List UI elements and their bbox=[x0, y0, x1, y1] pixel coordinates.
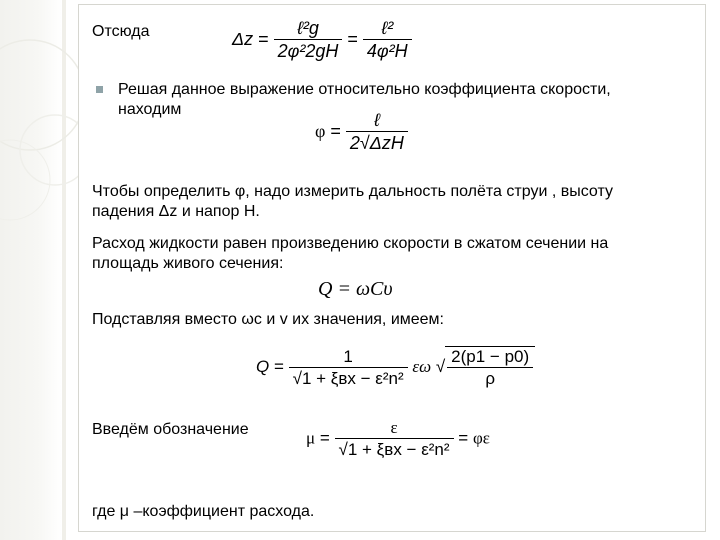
f4-lhs: Q bbox=[256, 356, 270, 376]
formula-q-full: Q = $\frac{1}{\text{√1 + ξвх − ε²n²}}$ εω √ $\frac{2(p1 - p0)}{\rho}$ bbox=[256, 346, 535, 389]
f1-num2: ℓ² bbox=[381, 18, 394, 38]
f4-root-num: 2(p1 − p0) bbox=[451, 347, 530, 366]
formula-q: Q = ωCυ bbox=[318, 278, 393, 300]
formula-mu: μ = $\frac{\varepsilon}{\text{√1 + ξвх − ε²n²}}$ = φε bbox=[306, 418, 490, 459]
f5-num: ε bbox=[390, 418, 398, 437]
paragraph-determine-phi bbox=[92, 182, 692, 222]
f1-num1: ℓ²g bbox=[297, 18, 319, 38]
f5-rhs: φε bbox=[472, 428, 490, 448]
paragraph-mu-definition: где μ –коэффициент расхода. bbox=[92, 503, 315, 520]
paragraph-flow-rate bbox=[92, 234, 692, 274]
f5-lhs: μ bbox=[306, 428, 316, 448]
para2-line2: площадь живого сечения: bbox=[92, 255, 284, 272]
para1-line1: Чтобы определить φ, надо измерить дальность полёта струи , высоту bbox=[92, 183, 613, 200]
para1-line2: падения Δz и напор H. bbox=[92, 203, 260, 220]
f2-num: ℓ bbox=[373, 110, 380, 130]
f1-lhs: Δz bbox=[232, 28, 254, 49]
text-otsyuda: Отсюда bbox=[92, 23, 150, 40]
paragraph-notation: Введём обозначение bbox=[92, 421, 249, 438]
paragraph-substituting: Подставляя вместо ωc и v их значения, имеем: bbox=[92, 311, 444, 328]
decor-circles-icon bbox=[0, 0, 80, 540]
f4-den: √1 + ξвх − ε²n² bbox=[289, 367, 408, 389]
formula-dz: Δz = $\frac{\text{ℓ²g}}{\text{2φ²2gH}}$ = $\frac{\text{ℓ²}}{\text{4φ²H}}$ bbox=[232, 18, 412, 62]
f4-mid: εω bbox=[412, 356, 432, 376]
f5-den: √1 + ξвх − ε²n² bbox=[335, 438, 454, 460]
bullet-line-1: Решая данное выражение относительно коэффициента скорости, bbox=[118, 81, 611, 98]
f2-lhs: φ bbox=[315, 120, 326, 141]
formula-phi: φ = $\frac{\text{ℓ}}{\text{2√ΔzH}}$ bbox=[315, 110, 408, 154]
f4-num: 1 bbox=[343, 346, 353, 366]
bullet-marker bbox=[96, 86, 103, 93]
f4-root-den: ρ bbox=[447, 367, 533, 389]
f1-den1: 2φ²2gH bbox=[274, 39, 343, 62]
f2-den: 2√ΔzH bbox=[346, 131, 408, 154]
bullet-line-2: находим bbox=[118, 101, 182, 118]
para2-line1: Расход жидкости равен произведению скорости в сжатом сечении на bbox=[92, 235, 609, 252]
f1-den2: 4φ²H bbox=[363, 39, 412, 62]
